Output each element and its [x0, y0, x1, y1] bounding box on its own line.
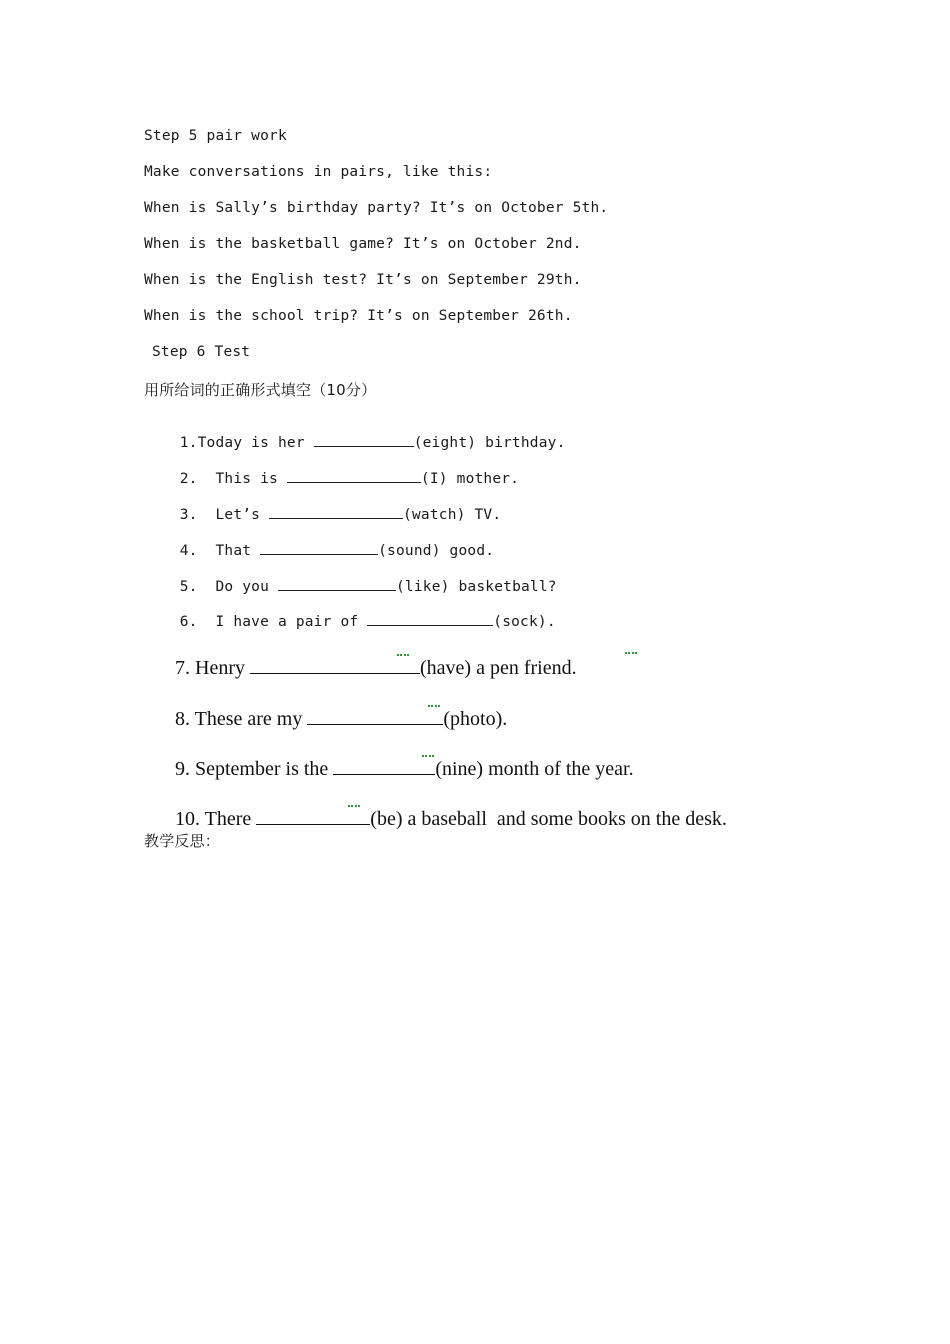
item-text-before: 8. These are my — [175, 708, 308, 730]
item-hint: (sock) — [493, 614, 547, 630]
item-text-before: 10. There — [175, 808, 257, 830]
item-hint: (I) — [420, 471, 448, 487]
answer-blank[interactable] — [278, 576, 396, 591]
step5-heading: Step 5 pair work — [144, 128, 287, 144]
item-hint: (watch) — [403, 507, 466, 523]
item-text-after: mother. — [447, 471, 520, 487]
item-text-after: a pen friend. — [471, 657, 577, 679]
item-hint: (like) — [395, 579, 450, 595]
step6-instruction: 用所给词的正确形式填空（10分） — [144, 381, 377, 399]
item-text-after: good. — [440, 543, 495, 559]
item-text-after: basketball? — [449, 579, 557, 595]
answer-blank[interactable] — [260, 540, 378, 555]
test-item-10 — [155, 783, 727, 854]
answer-blank[interactable] — [256, 806, 370, 825]
item-text-before: 7. Henry — [175, 657, 250, 679]
item-hint: (nine) — [435, 758, 484, 780]
answer-blank[interactable] — [307, 706, 443, 725]
answer-blank[interactable] — [367, 611, 493, 626]
item-hint: (photo) — [443, 708, 503, 730]
item-text-before: 2. This is — [179, 471, 287, 487]
dialogue-line: When is Sally’s birthday party? It’s on October 5th. — [144, 200, 609, 216]
item-hint: (eight) — [413, 435, 477, 451]
item-hint: (be) — [370, 808, 403, 830]
answer-blank[interactable] — [269, 504, 403, 519]
answer-blank[interactable] — [314, 432, 414, 447]
item-text-after: month of the year. — [483, 758, 634, 780]
answer-blank[interactable] — [287, 468, 421, 483]
item-text-after: birthday. — [476, 435, 566, 451]
item-text-before: 1.Today is her — [179, 435, 314, 451]
step6-heading: Step 6 Test — [152, 344, 251, 360]
item-hint: (sound) — [378, 543, 441, 559]
item-text-after: TV. — [465, 507, 502, 523]
dialogue-line: When is the school trip? It’s on September 26th. — [144, 308, 573, 324]
answer-blank[interactable] — [250, 655, 420, 674]
item-text-before: 3. Let’s — [179, 507, 270, 523]
dialogue-line: When is the basketball game? It’s on October 2nd. — [144, 236, 582, 252]
item-text-after: a baseball and some books on the desk. — [402, 808, 727, 830]
step5-instruction: Make conversations in pairs, like this: — [144, 164, 493, 180]
item-text-before: 5. Do you — [179, 579, 278, 595]
item-hint: (have) — [419, 657, 472, 679]
answer-blank[interactable] — [333, 756, 435, 775]
item-text-before: 9. September is the — [175, 758, 334, 780]
item-text-before: 4. That — [179, 543, 261, 559]
spellcheck-squiggle — [625, 648, 637, 654]
item-text-after: . — [546, 614, 556, 630]
item-text-before: 6. I have a pair of — [179, 614, 368, 630]
item-text-after: . — [502, 708, 508, 730]
spellcheck-squiggle — [422, 751, 434, 757]
dialogue-line: When is the English test? It’s on September 29th. — [144, 272, 582, 288]
spellcheck-squiggle — [348, 801, 360, 807]
spellcheck-squiggle — [428, 701, 440, 707]
spellcheck-squiggle — [397, 650, 409, 656]
reflection-label: 教学反思： — [144, 832, 221, 850]
